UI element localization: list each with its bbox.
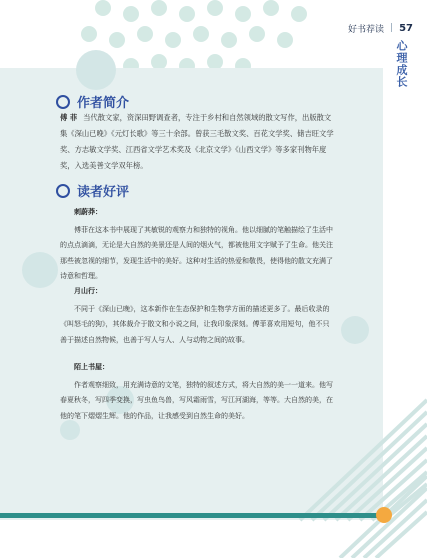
header-separator: | <box>390 23 394 33</box>
review-item <box>60 204 336 285</box>
side-column-label: 心理成长 <box>395 40 408 88</box>
circle-bullet-icon <box>56 95 70 109</box>
section-name: 好书荐读 <box>348 24 385 35</box>
circle-bullet-icon <box>56 184 70 198</box>
review-text: 作者观察细致，用充满诗意的文笔，独特的叙述方式，将大自然的美一一道来。他写春夏秋冬，写四季变换，写虫鱼鸟兽，写风霜雨雪，写江河湖海，等等。大自然的美，在他的笔下熠熠生辉。他的作品，让我感受到自然生命的美好。 <box>60 380 333 420</box>
footer-bar <box>0 513 378 518</box>
author-bio-text: 当代散文家，资深田野调查者，专注于乡村和自然领域的散文写作，出版散文集《深山已晚》《元灯长歌》等三十余部。曾获三毛散文奖、百花文学奖、储吉旺文学奖、方志敏文学奖、江西省文学艺术奖及《北京文学》《山西文学》等多家刊物年度奖，入选美善文学双年榜。 <box>60 113 334 170</box>
page-number: 57 <box>399 22 413 34</box>
review-item <box>60 359 336 424</box>
author-intro-heading <box>56 92 129 111</box>
reviewer-name: 月山行： <box>74 286 102 295</box>
author-intro-title: 作者简介 <box>77 96 130 111</box>
reader-reviews-heading <box>56 181 129 200</box>
review-text: 傅菲在这本书中展现了其敏锐的观察力和独特的视角。他以细腻的笔触描绘了生活中的点点滴滴，无论是大自然的美景还是人间的烟火气，都被他用文字赋予了生命。他关注那些被忽视的细节，发现生活中的美好。这种对生活的热爱和敬畏，使得他的散文充满了诗意和哲理。 <box>60 225 333 280</box>
reader-reviews-title: 读者好评 <box>77 185 130 200</box>
author-bio <box>60 110 336 174</box>
reviewer-name: 刺蔚莽： <box>74 207 102 216</box>
footer-dot <box>376 507 392 523</box>
author-name: 傅 菲 <box>60 113 78 122</box>
review-text: 不同于《深山已晚》，这本新作在生态保护和生物学方面的描述更多了。最后收录的《叫怒毛的狗》，其体裁介于散文和小说之间，让我印象深刻。傅菲喜欢用短句，他不只善于描述自然物候，也善于写人与人、人与动物之间的故事。 <box>60 304 330 344</box>
review-item <box>60 283 336 348</box>
reviewer-name: 陌上书屋： <box>74 362 109 371</box>
